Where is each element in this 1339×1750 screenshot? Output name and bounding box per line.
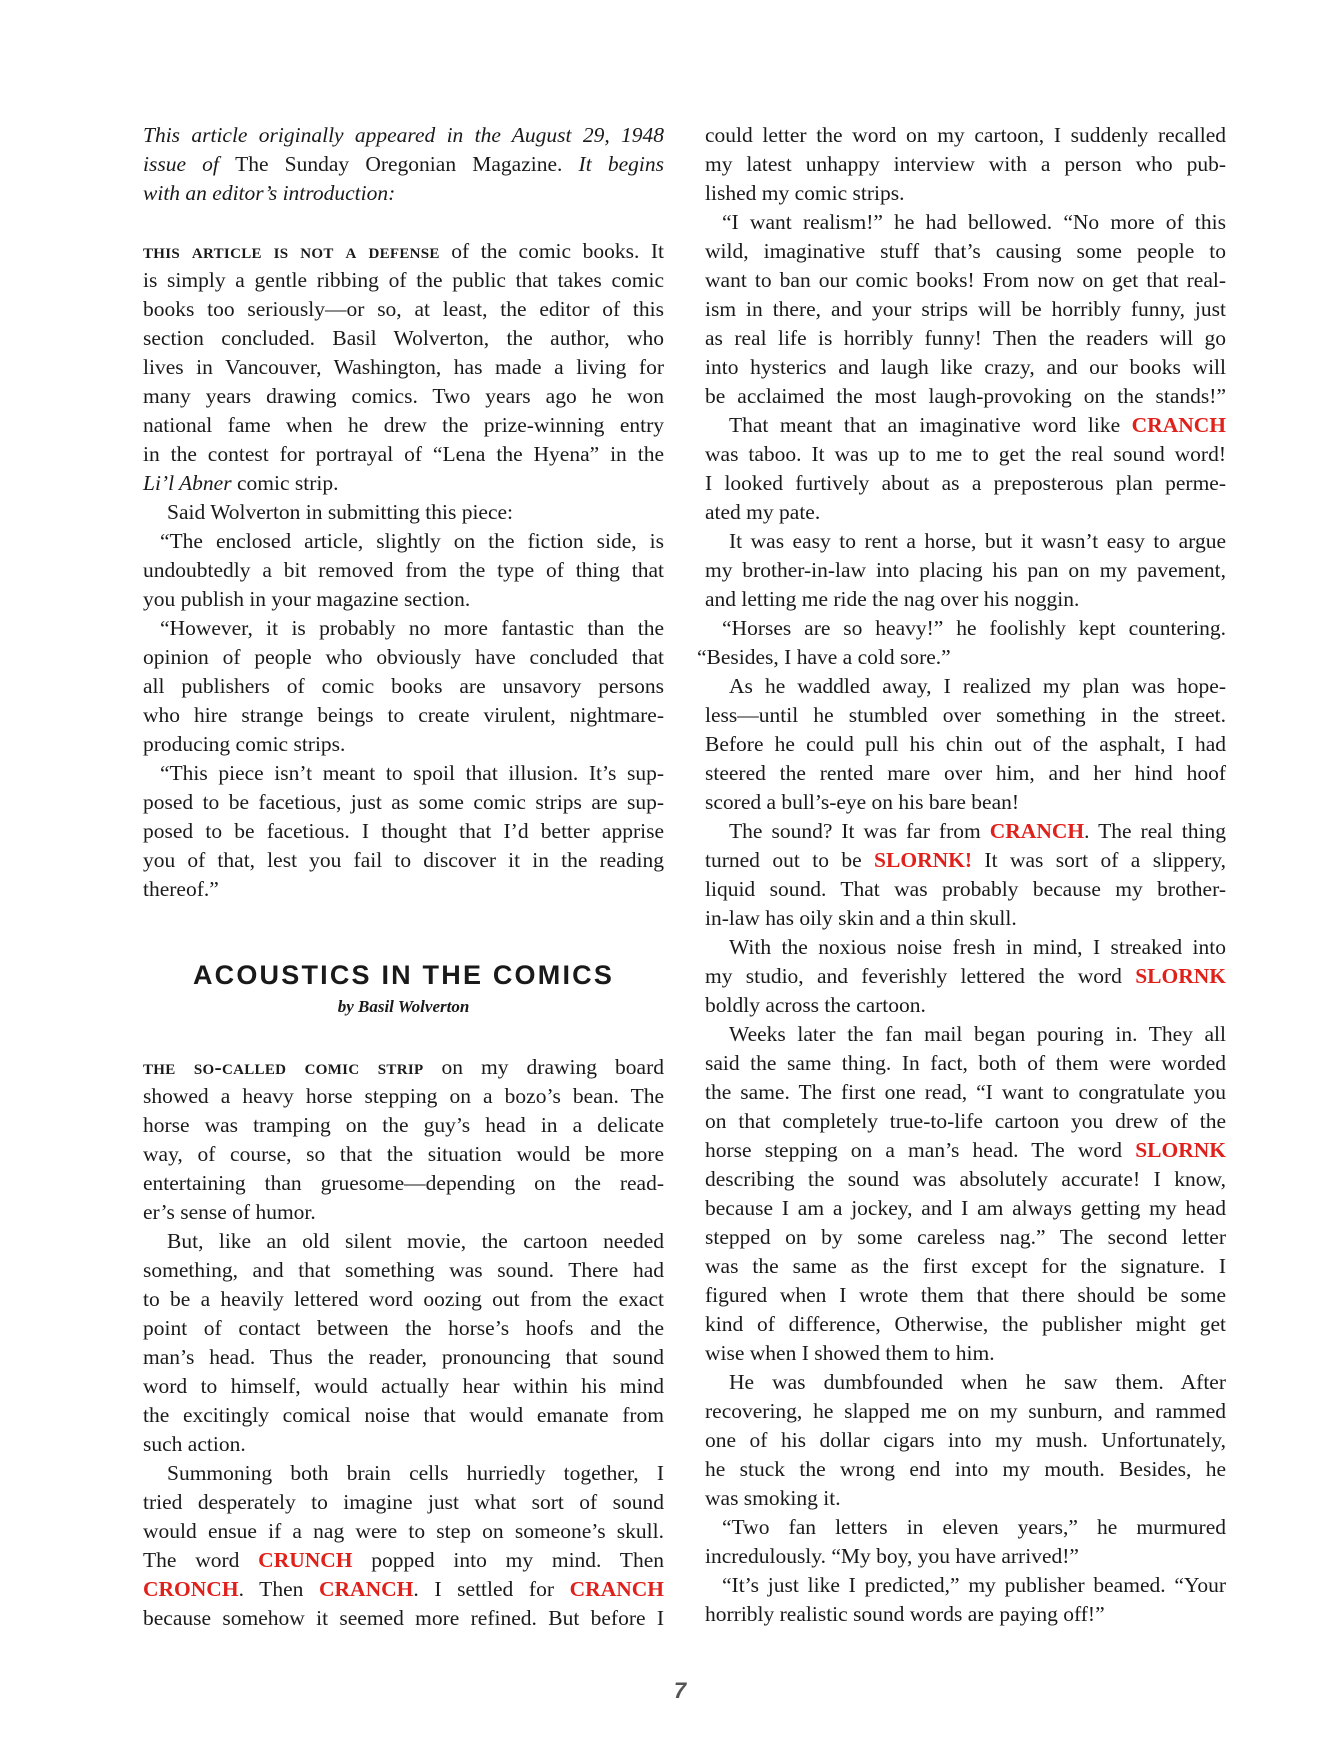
- text-run: issue of: [143, 152, 236, 176]
- text-run: into hysterics and laugh like crazy, and our books will: [705, 355, 1226, 379]
- text-line: [143, 788, 664, 817]
- text-run: “The enclosed article, slightly on the fiction side, is: [160, 529, 664, 553]
- text-run: “I want realism!” he had bellowed. “No more of this: [722, 210, 1226, 234]
- sound-word-emphasis: CRANCH: [569, 1577, 664, 1601]
- text-run: Li’l Abner: [143, 471, 232, 495]
- text-run: I looked furtively about as a preposterous plan perme-: [705, 471, 1226, 495]
- text-line: [705, 208, 1226, 237]
- text-line: [705, 730, 1226, 759]
- text-line: [143, 672, 664, 701]
- text-run: less—until he stumbled over something in the street.: [705, 703, 1226, 727]
- text-line: [143, 1401, 664, 1430]
- text-run: As he waddled away, I realized my plan was hope-: [729, 674, 1226, 698]
- text-line: [705, 1049, 1226, 1078]
- text-run: on that completely true-to-life cartoon you drew of the: [705, 1109, 1226, 1133]
- text-run: recovering, he slapped me on my sunburn, and rammed: [705, 1399, 1226, 1423]
- text-line: [705, 933, 1226, 962]
- text-run: steered the rented mare over him, and her hind hoof: [705, 761, 1226, 785]
- text-run: Before he could pull his chin out of the asphalt, I had: [705, 732, 1226, 756]
- text-line: [143, 353, 664, 382]
- text-line: [705, 1484, 1226, 1513]
- text-run: man’s head. Thus the reader, pronouncing that sound: [143, 1345, 664, 1369]
- text-run: kind of difference, Otherwise, the publisher might get: [705, 1312, 1226, 1336]
- text-line: [143, 585, 664, 614]
- text-run: ism in there, and your strips will be horribly funny, just: [705, 297, 1226, 321]
- text-run: was smoking it.: [705, 1486, 841, 1510]
- text-line: [705, 846, 1226, 875]
- text-line: [705, 1368, 1226, 1397]
- text-line: [143, 411, 664, 440]
- text-run: because somehow it seemed more refined. But before I: [143, 1606, 664, 1630]
- text-run: The word: [143, 1548, 259, 1572]
- text-line: [705, 1542, 1226, 1571]
- text-line: [705, 701, 1226, 730]
- text-run: said the same thing. In fact, both of them were worded: [705, 1051, 1226, 1075]
- text-run: one of his dollar cigars into my mush. Unfortunately,: [705, 1428, 1226, 1452]
- text-line: [143, 179, 664, 208]
- text-run: . I settled for: [413, 1577, 570, 1601]
- text-line: [143, 817, 664, 846]
- text-line: [143, 1256, 664, 1285]
- text-run: lives in Vancouver, Washington, has made a living for: [143, 355, 664, 379]
- text-run: national fame when he drew the prize-winning entry: [143, 413, 664, 437]
- text-run: “Besides, I have a cold sore.”: [697, 645, 951, 669]
- text-run: posed to be facetious, just as some comic strips are sup-: [143, 790, 664, 814]
- text-run: turned out to be: [705, 848, 875, 872]
- text-run: “Horses are so heavy!” he foolishly kept countering.: [722, 616, 1226, 640]
- text-run: would ensue if a nag were to step on someone’s skull.: [143, 1519, 664, 1543]
- text-line: [705, 788, 1226, 817]
- text-line: [705, 295, 1226, 324]
- text-run: was the same as the first except for the signature. I: [705, 1254, 1226, 1278]
- text-run: boldly across the cartoon.: [705, 993, 926, 1017]
- text-run: books too seriously—or so, at least, the editor of this: [143, 297, 664, 321]
- text-run: my brother-in-law into placing his pan on my pavement,: [705, 558, 1226, 582]
- sound-word-emphasis: CRONCH: [143, 1577, 239, 1601]
- text-run: The Sunday Oregonian Magazine.: [235, 152, 579, 176]
- text-run: horribly realistic sound words are paying off!”: [705, 1602, 1105, 1626]
- text-line: [705, 556, 1226, 585]
- text-run: This article originally appeared in the August 29, 1948: [143, 123, 664, 147]
- text-line: [143, 556, 664, 585]
- text-run: my latest unhappy interview with a person who pub-: [705, 152, 1226, 176]
- text-line: [143, 1198, 664, 1227]
- lead-in-small-caps: the so-called comic strip: [143, 1055, 424, 1079]
- text-run: . Then: [238, 1577, 319, 1601]
- text-run: producing comic strips.: [143, 732, 346, 756]
- text-line: [143, 1488, 664, 1517]
- text-line: [143, 440, 664, 469]
- text-run: er’s sense of humor.: [143, 1200, 316, 1224]
- text-run: you publish in your magazine section.: [143, 587, 471, 611]
- text-run: The sound? It was far from: [729, 819, 990, 843]
- text-line: [705, 1223, 1226, 1252]
- text-line: [143, 875, 664, 904]
- text-run: such action.: [143, 1432, 246, 1456]
- text-run: way, of course, so that the situation would be more: [143, 1142, 664, 1166]
- text-run: comic strip.: [231, 471, 339, 495]
- text-run: horse stepping on a man’s head. The word: [705, 1138, 1136, 1162]
- text-line: [143, 1140, 664, 1169]
- text-line: [705, 1136, 1226, 1165]
- text-line: [143, 527, 664, 556]
- article-title: ACOUSTICS IN THE COMICS: [192, 960, 615, 990]
- text-run: describing the sound was absolutely accurate! I know,: [705, 1167, 1226, 1191]
- text-run: It was sort of a slippery,: [972, 848, 1226, 872]
- text-run: It begins: [578, 152, 664, 176]
- text-line: [143, 614, 664, 643]
- text-run: with an editor’s introduction:: [143, 181, 396, 205]
- text-line: [705, 411, 1226, 440]
- text-line: [705, 150, 1226, 179]
- text-run: entertaining than gruesome—depending on the read-: [143, 1171, 664, 1195]
- text-line: [143, 1430, 664, 1459]
- text-run: “It’s just like I predicted,” my publisher beamed. “Your: [722, 1573, 1226, 1597]
- text-run: “However, it is probably no more fantastic than the: [160, 616, 664, 640]
- text-line: [705, 1020, 1226, 1049]
- text-line: [143, 1053, 664, 1082]
- text-line: [143, 1111, 664, 1140]
- text-run: undoubtedly a bit removed from the type of thing that: [143, 558, 664, 582]
- text-line: [143, 1517, 664, 1546]
- text-run: scored a bull’s-eye on his bare bean!: [705, 790, 1020, 814]
- text-run: thereof.”: [143, 877, 219, 901]
- text-line: [143, 324, 664, 353]
- text-line: [705, 672, 1226, 701]
- sound-word-emphasis: SLORNK: [1135, 1138, 1226, 1162]
- text-line: [143, 643, 664, 672]
- text-run: Summoning both brain cells hurriedly together, I: [167, 1461, 664, 1485]
- text-line: [143, 1227, 664, 1256]
- text-run: the same. The first one read, “I want to congratulate you: [705, 1080, 1226, 1104]
- text-run: That meant that an imaginative word like: [729, 413, 1132, 437]
- text-line: [143, 1169, 664, 1198]
- text-line: [705, 527, 1226, 556]
- text-line: [705, 440, 1226, 469]
- text-run: the excitingly comical noise that would emanate from: [143, 1403, 664, 1427]
- text-run: showed a heavy horse stepping on a bozo’s bean. The: [143, 1084, 664, 1108]
- text-run: and letting me ride the nag over his noggin.: [705, 587, 1080, 611]
- text-run: word to himself, would actually hear within his mind: [143, 1374, 664, 1398]
- text-line: [697, 643, 1218, 672]
- text-line: [143, 701, 664, 730]
- page-number: 7: [673, 1678, 687, 1703]
- article-byline: by Basil Wolverton: [337, 997, 470, 1016]
- text-run: opinion of people who obviously have concluded that: [143, 645, 664, 669]
- text-line: [143, 759, 664, 788]
- sound-word-emphasis: SLORNK!: [874, 848, 973, 872]
- text-run: as real life is horribly funny! Then the readers will go: [705, 326, 1226, 350]
- text-line: [705, 875, 1226, 904]
- text-run: posed to be facetious. I thought that I’d better apprise: [143, 819, 664, 843]
- text-run: of the comic books. It: [439, 239, 664, 263]
- sound-word-emphasis: CRANCH: [319, 1577, 414, 1601]
- text-run: popped into my mind. Then: [352, 1548, 664, 1572]
- text-run: to be a heavily lettered word oozing out from the exact: [143, 1287, 664, 1311]
- text-run: you of that, lest you fail to discover it in the reading: [143, 848, 664, 872]
- text-line: [143, 150, 664, 179]
- text-run: all publishers of comic books are unsavory persons: [143, 674, 664, 698]
- text-line: [143, 1285, 664, 1314]
- text-line: [705, 585, 1226, 614]
- text-line: [705, 1600, 1226, 1629]
- text-line: [705, 817, 1226, 846]
- text-run: many years drawing comics. Two years ago he won: [143, 384, 664, 408]
- text-run: my studio, and feverishly lettered the word: [705, 964, 1136, 988]
- text-line: [705, 1252, 1226, 1281]
- text-line: [143, 382, 664, 411]
- text-line: [705, 759, 1226, 788]
- text-line: [705, 179, 1226, 208]
- text-line: [705, 1513, 1226, 1542]
- text-run: liquid sound. That was probably because my brother-: [705, 877, 1226, 901]
- text-run: could letter the word on my cartoon, I suddenly recalled: [705, 123, 1226, 147]
- text-line: [143, 730, 664, 759]
- text-line: [705, 1165, 1226, 1194]
- text-run: incredulously. “My boy, you have arrived!”: [705, 1544, 1079, 1568]
- text-run: he stuck the wrong end into my mouth. Besides, he: [705, 1457, 1226, 1481]
- text-line: [705, 962, 1226, 991]
- text-line: [143, 1314, 664, 1343]
- text-run: Said Wolverton in submitting this piece:: [167, 500, 514, 524]
- text-run: because I am a jockey, and I am always getting my head: [705, 1196, 1226, 1220]
- text-run: wise when I showed them to him.: [705, 1341, 995, 1365]
- text-run: tried desperately to imagine just what sort of sound: [143, 1490, 664, 1514]
- text-run: ated my pate.: [705, 500, 821, 524]
- text-line: [705, 614, 1226, 643]
- text-run: It was easy to rent a horse, but it wasn’t easy to argue: [729, 529, 1226, 553]
- text-run: section concluded. Basil Wolverton, the author, who: [143, 326, 664, 350]
- text-line: [143, 1546, 664, 1575]
- sound-word-emphasis: CRUNCH: [258, 1548, 353, 1572]
- text-line: [143, 1459, 664, 1488]
- text-run: in the contest for portrayal of “Lena the Hyena” in the: [143, 442, 664, 466]
- text-line: [705, 237, 1226, 266]
- sound-word-emphasis: CRANCH: [989, 819, 1085, 843]
- text-line: [143, 469, 664, 498]
- text-run: point of contact between the horse’s hoofs and the: [143, 1316, 664, 1340]
- text-line: [143, 1372, 664, 1401]
- sound-word-emphasis: SLORNK: [1135, 964, 1226, 988]
- text-line: [705, 266, 1226, 295]
- text-line: [705, 1571, 1226, 1600]
- text-line: [705, 1194, 1226, 1223]
- text-line: [705, 498, 1226, 527]
- text-line: [705, 324, 1226, 353]
- text-line: [143, 1082, 664, 1111]
- text-line: [705, 1107, 1226, 1136]
- text-line: [705, 1310, 1226, 1339]
- text-line: [143, 498, 664, 527]
- text-line: [143, 237, 664, 266]
- text-line: [143, 846, 664, 875]
- text-run: Weeks later the fan mail began pouring in. They all: [729, 1022, 1226, 1046]
- text-run: who hire strange beings to create virulent, nightmare-: [143, 703, 664, 727]
- text-run: stepped on by some careless nag.” The second letter: [705, 1225, 1226, 1249]
- text-line: [705, 991, 1226, 1020]
- sound-word-emphasis: CRANCH: [1131, 413, 1226, 437]
- text-line: [143, 266, 664, 295]
- text-run: “Two fan letters in eleven years,” he murmured: [722, 1515, 1226, 1539]
- text-line: [705, 904, 1226, 933]
- text-run: is simply a gentle ribbing of the public that takes comic: [143, 268, 664, 292]
- text-run: . The real thing: [1084, 819, 1227, 843]
- text-line: [705, 1397, 1226, 1426]
- text-line: [705, 382, 1226, 411]
- text-line: [705, 353, 1226, 382]
- lead-in-small-caps: this article is not a defense: [143, 239, 440, 263]
- text-line: [705, 1078, 1226, 1107]
- text-line: [143, 295, 664, 324]
- text-run: lished my comic strips.: [705, 181, 905, 205]
- text-line: [705, 121, 1226, 150]
- text-run: But, like an old silent movie, the cartoon needed: [167, 1229, 664, 1253]
- text-line: [143, 1343, 664, 1372]
- text-line: [705, 1455, 1226, 1484]
- text-run: something, and that something was sound. There had: [143, 1258, 664, 1282]
- text-line: [705, 1339, 1226, 1368]
- text-line: [705, 1426, 1226, 1455]
- text-run: be acclaimed the most laugh-provoking on the stands!”: [705, 384, 1226, 408]
- text-run: was taboo. It was up to me to get the real sound word!: [705, 442, 1226, 466]
- text-line: [705, 469, 1226, 498]
- text-run: With the noxious noise fresh in mind, I streaked into: [729, 935, 1226, 959]
- text-line: [143, 1575, 664, 1604]
- text-run: on my drawing board: [423, 1055, 664, 1079]
- text-run: “This piece isn’t meant to spoil that illusion. It’s sup-: [160, 761, 664, 785]
- text-line: [705, 1281, 1226, 1310]
- text-line: [143, 121, 664, 150]
- text-run: in-law has oily skin and a thin skull.: [705, 906, 1017, 930]
- text-run: wild, imaginative stuff that’s causing some people to: [705, 239, 1226, 263]
- text-run: figured when I wrote them that there should be some: [705, 1283, 1226, 1307]
- text-run: horse was tramping on the guy’s head in a delicate: [143, 1113, 664, 1137]
- text-line: [143, 1604, 664, 1633]
- text-run: He was dumbfounded when he saw them. After: [729, 1370, 1226, 1394]
- text-run: want to ban our comic books! From now on get that real-: [705, 268, 1226, 292]
